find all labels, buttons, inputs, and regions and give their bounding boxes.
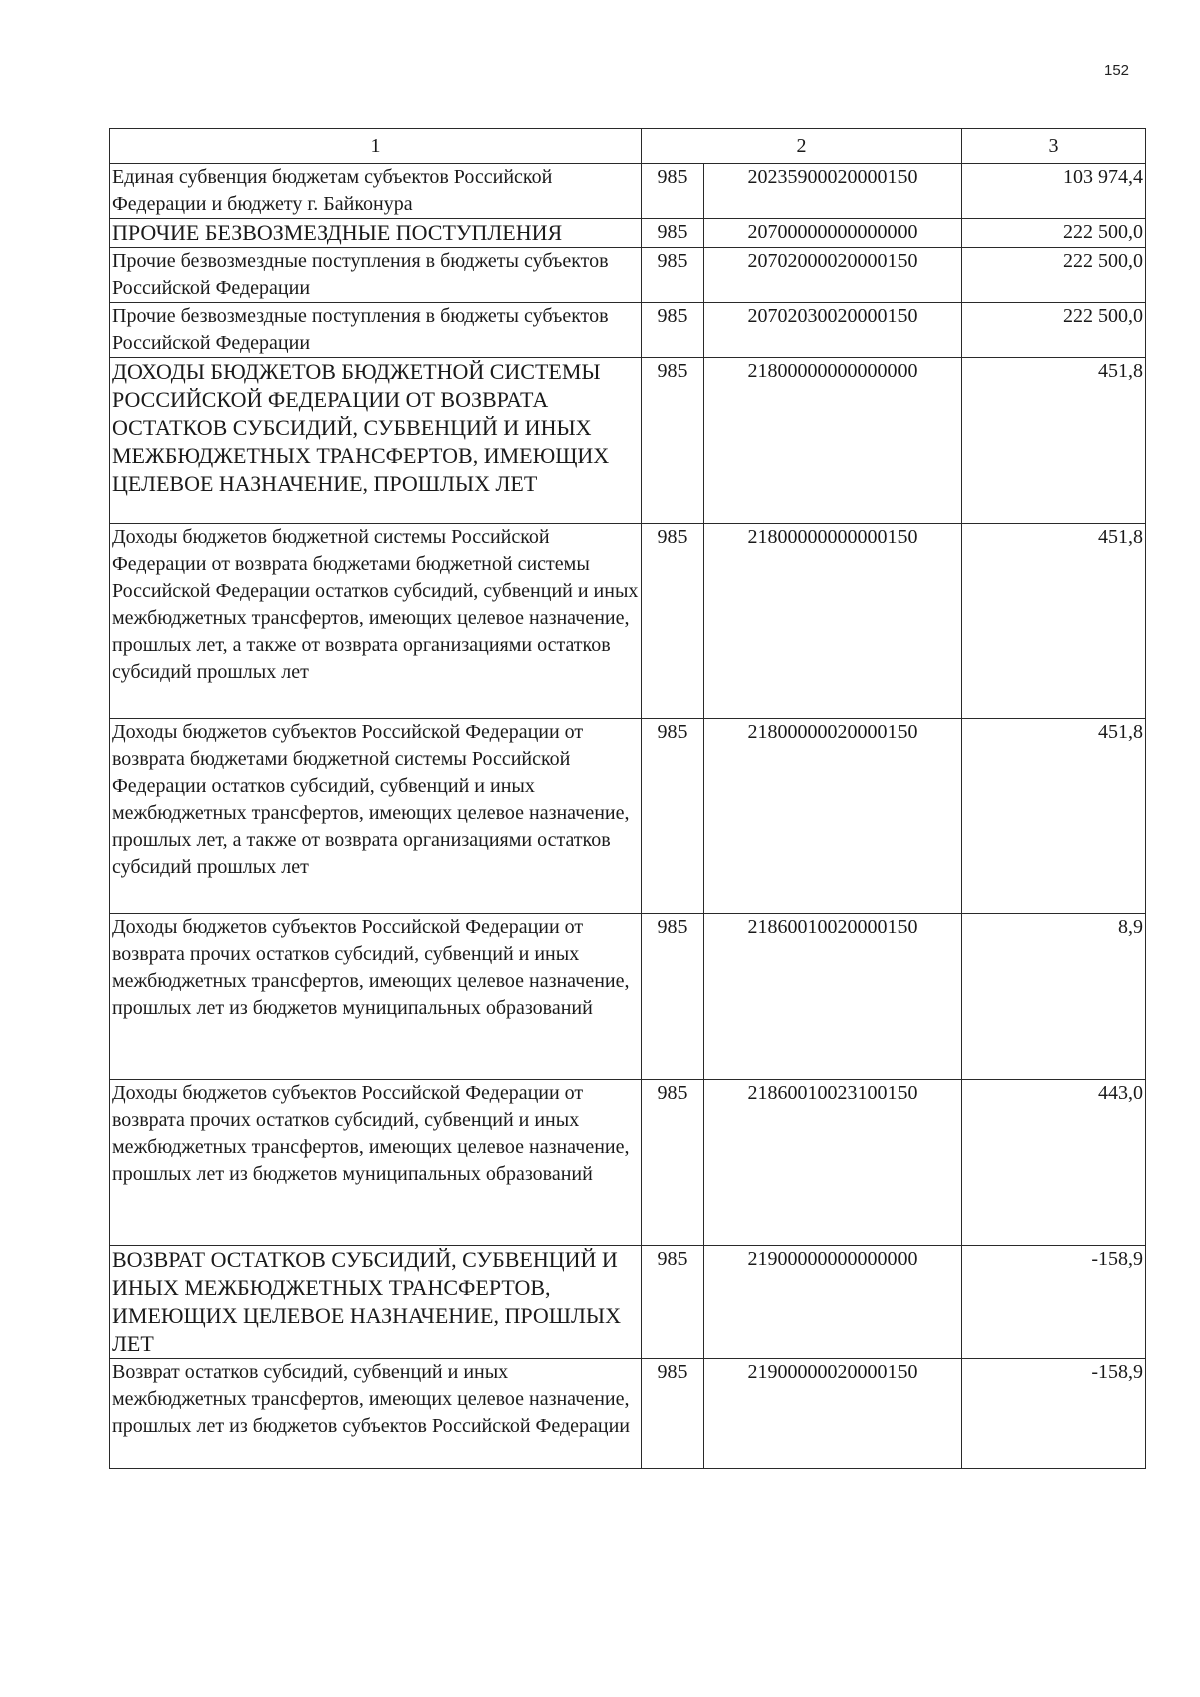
table-row [110,1080,1146,1246]
row-budget-code: 20702030020000150 [704,303,962,358]
row-admin-code: 985 [642,1080,704,1246]
row-budget-code: 20700000000000000 [704,219,962,248]
table-row [110,914,1146,1080]
table-row [110,248,1146,303]
row-name: ДОХОДЫ БЮДЖЕТОВ БЮДЖЕТНОЙ СИСТЕМЫ РОССИЙСКОЙ ФЕДЕРАЦИИ ОТ ВОЗВРАТА ОСТАТКОВ СУБСИДИЙ, СУБВЕНЦИЙ И ИНЫХ МЕЖБЮДЖЕТНЫХ ТРАНСФЕРТОВ, ИМЕЮЩИХ ЦЕЛЕВОЕ НАЗНАЧЕНИЕ, ПРОШЛЫХ ЛЕТ [110,358,642,524]
row-name: Возврат остатков субсидий, субвенций и иных межбюджетных трансфертов, имеющих целевое назначение, прошлых лет из бюджетов субъектов Российской Федерации [110,1359,642,1469]
row-budget-code: 21860010023100150 [704,1080,962,1246]
row-amount: 222 500,0 [962,219,1146,248]
row-budget-code: 20702000020000150 [704,248,962,303]
header-row [110,129,1146,164]
table-header [110,129,1146,164]
header-col-2: 2 [642,129,962,164]
row-budget-code: 21900000020000150 [704,1359,962,1469]
row-budget-code: 21860010020000150 [704,914,962,1080]
row-name: Доходы бюджетов субъектов Российской Федерации от возврата бюджетами бюджетной системы Российской Федерации остатков субсидий, субвенций и иных межбюджетных трансфертов, имеющих целевое назначение, прошлых лет, а также от возврата организациями остатков субсидий прошлых лет [110,719,642,914]
row-amount: -158,9 [962,1246,1146,1359]
row-amount: 451,8 [962,719,1146,914]
row-admin-code: 985 [642,524,704,719]
row-name: Доходы бюджетов субъектов Российской Федерации от возврата прочих остатков субсидий, субвенций и иных межбюджетных трансфертов, имеющих целевое назначение, прошлых лет из бюджетов муниципальных образований [110,1080,642,1246]
table-row [110,524,1146,719]
row-name: Прочие безвозмездные поступления в бюджеты субъектов Российской Федерации [110,303,642,358]
row-admin-code: 985 [642,358,704,524]
row-amount: 8,9 [962,914,1146,1080]
header-col-1: 1 [110,129,642,164]
row-name: Доходы бюджетов субъектов Российской Федерации от возврата прочих остатков субсидий, субвенций и иных межбюджетных трансфертов, имеющих целевое назначение, прошлых лет из бюджетов муниципальных образований [110,914,642,1080]
row-admin-code: 985 [642,914,704,1080]
row-amount: 103 974,4 [962,164,1146,219]
row-name: ПРОЧИЕ БЕЗВОЗМЕЗДНЫЕ ПОСТУПЛЕНИЯ [110,219,642,248]
row-admin-code: 985 [642,1359,704,1469]
budget-revenue-table [109,128,1146,1469]
table-body [110,164,1146,1469]
row-name: Доходы бюджетов бюджетной системы Российской Федерации от возврата бюджетами бюджетной системы Российской Федерации остатков субсидий, субвенций и иных межбюджетных трансфертов, имеющих целевое назначение, прошлых лет, а также от возврата организациями остатков субсидий прошлых лет [110,524,642,719]
table-row [110,303,1146,358]
table-row [110,219,1146,248]
row-admin-code: 985 [642,248,704,303]
row-admin-code: 985 [642,219,704,248]
table-row [110,1246,1146,1359]
page-number: 152 [1104,62,1130,79]
table-row [110,164,1146,219]
row-amount: 451,8 [962,358,1146,524]
row-name: Прочие безвозмездные поступления в бюджеты субъектов Российской Федерации [110,248,642,303]
row-admin-code: 985 [642,303,704,358]
row-amount: 222 500,0 [962,303,1146,358]
table-row [110,719,1146,914]
row-amount: 222 500,0 [962,248,1146,303]
row-budget-code: 21800000020000150 [704,719,962,914]
row-admin-code: 985 [642,1246,704,1359]
table-row [110,358,1146,524]
row-admin-code: 985 [642,164,704,219]
row-amount: 443,0 [962,1080,1146,1246]
row-budget-code: 21800000000000150 [704,524,962,719]
row-budget-code: 21900000000000000 [704,1246,962,1359]
table-row [110,1359,1146,1469]
row-amount: 451,8 [962,524,1146,719]
header-col-3: 3 [962,129,1146,164]
row-amount: -158,9 [962,1359,1146,1469]
row-name: ВОЗВРАТ ОСТАТКОВ СУБСИДИЙ, СУБВЕНЦИЙ И ИНЫХ МЕЖБЮДЖЕТНЫХ ТРАНСФЕРТОВ, ИМЕЮЩИХ ЦЕЛЕВОЕ НАЗНАЧЕНИЕ, ПРОШЛЫХ ЛЕТ [110,1246,642,1359]
row-admin-code: 985 [642,719,704,914]
row-budget-code: 21800000000000000 [704,358,962,524]
row-name: Единая субвенция бюджетам субъектов Российской Федерации и бюджету г. Байконура [110,164,642,219]
row-budget-code: 20235900020000150 [704,164,962,219]
